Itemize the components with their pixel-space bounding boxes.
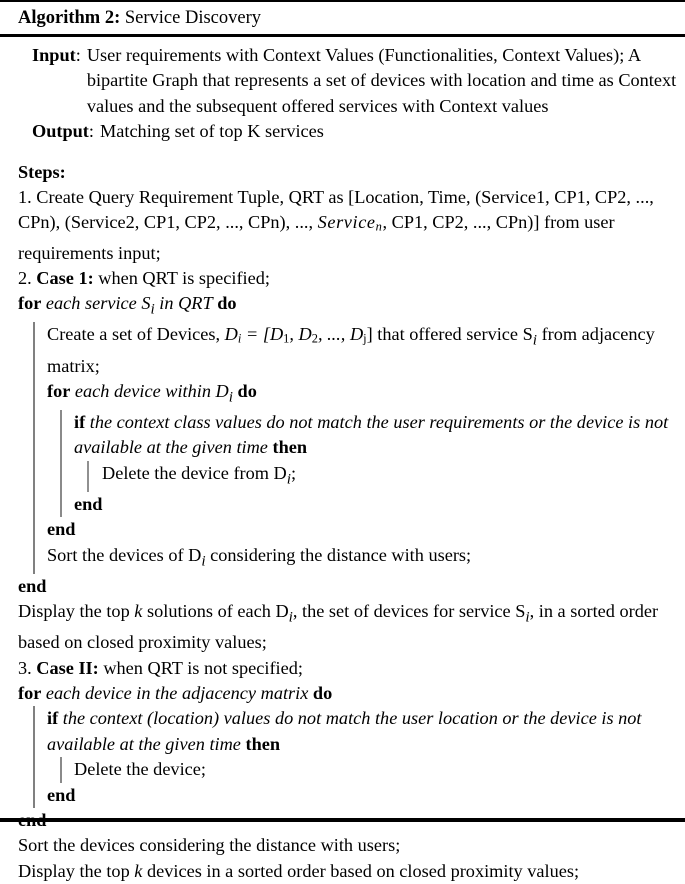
output-label: Output:	[32, 121, 94, 142]
for-loop-1-header	[18, 291, 677, 322]
algorithm-number-label: Algorithm 2:	[18, 8, 121, 28]
sort-devices-text-a: Sort the devices of D	[47, 544, 202, 565]
indent-guide-level-1-case2	[33, 706, 677, 808]
end-for-2: end	[47, 519, 76, 540]
devices-set-expression: = [$D_1$, $D_2$, ..., $D_j$	[245, 324, 367, 347]
end-for-1: end	[18, 575, 47, 596]
steps-heading: Steps:	[18, 161, 66, 182]
for-loop-3-condition: each device in the adjacency matrix	[45, 683, 309, 704]
display-2-text-a: Display the top	[18, 860, 130, 881]
delete-device-text: Delete the device from D	[102, 462, 287, 483]
step-1-math-service: Service$_n$	[317, 212, 383, 235]
display-2-k-variable: k	[134, 860, 143, 881]
do-keyword-3: do	[312, 683, 333, 704]
algorithm-title: Service Discovery	[124, 8, 262, 28]
devices-set-variable: $D_i$	[224, 324, 242, 347]
end-if-2: end	[47, 784, 76, 805]
display-k-variable: k	[134, 601, 143, 622]
display-text-d: , in a sorted order based on closed proximity values;	[18, 601, 659, 653]
create-devices-text-b: ] that offered service $S_i$	[366, 324, 537, 350]
delete-device-subscript: i	[286, 470, 291, 488]
if-condition-2	[47, 706, 677, 757]
display-2-text-b: devices in a sorted order based on closed proximity values;	[147, 860, 580, 881]
sort-devices-text-b: considering the distance with users;	[210, 544, 472, 565]
step-3-line	[18, 656, 677, 681]
step-2-line	[18, 266, 677, 291]
for-loop-2-header	[47, 379, 677, 410]
display-text-a: Display the top	[18, 601, 130, 622]
for-loop-2-condition: each device within $D_i$	[74, 380, 233, 406]
if-condition-2-text: the context (location) values do not match the user location or the device is not available at the given time	[47, 708, 642, 754]
algorithm-body	[0, 37, 685, 884]
sort-devices-line-1	[47, 543, 677, 574]
case-1-label: Case 1:	[36, 267, 94, 288]
step-1-line	[18, 185, 677, 266]
step-3-number: 3.	[18, 657, 32, 678]
display-di-subscript: i	[288, 608, 293, 626]
indent-guide-level-2-case2	[60, 757, 677, 782]
sort-devices-subscript: i	[201, 552, 206, 570]
indent-guide-level-3	[87, 461, 677, 492]
input-label: Input:	[32, 45, 81, 65]
indent-guide-level-1	[33, 322, 677, 573]
display-text-c: , the set of devices for service S	[292, 601, 526, 622]
create-devices-line	[47, 322, 677, 378]
step-1-text-a: Create Query Requirement Tuple, QRT as [Location, Time, (Service1, CP1, CP2, ..., CPn), (Service2, CP1, CP2, ..., CPn), ...,	[18, 187, 654, 233]
step-1-number: 1.	[18, 187, 32, 208]
bottom-rule	[0, 818, 685, 822]
output-block	[18, 119, 677, 144]
if-condition-1-text: the context class values do not match the user requirements or the device is not available at the given time	[74, 411, 669, 458]
indent-guide-level-2	[60, 410, 677, 517]
input-text: User requirements with Context Values (Functionalities, Context Values); A bipartite Graph that represents a set of devices with location and time as Context values and the subsequent offered services with Context values	[86, 45, 677, 116]
if-keyword: if	[74, 411, 86, 432]
display-text-b: solutions of each D	[147, 601, 289, 622]
delete-device-semicolon: ;	[291, 462, 297, 483]
output-row	[18, 119, 677, 144]
for-loop-1-condition: each service $S_i$ in QRT	[45, 293, 213, 319]
delete-device-from-di	[102, 461, 677, 492]
create-devices-text-a: Create a set of Devices,	[47, 324, 221, 345]
output-text: Matching set of top K services	[100, 121, 324, 142]
if-condition-1	[74, 410, 677, 461]
case-2-text: when QRT is not specified;	[103, 657, 303, 678]
display-si-subscript: i	[525, 608, 530, 626]
for-keyword: for	[18, 293, 42, 314]
step-1-comma: ,	[382, 212, 388, 233]
algorithm-caption	[0, 2, 685, 34]
if-keyword-2: if	[47, 708, 59, 729]
display-solutions-line	[18, 599, 677, 655]
end-if-1: end	[74, 493, 103, 514]
create-devices-text-c: from adjacency matrix;	[47, 324, 655, 376]
step-2-number: 2.	[18, 267, 32, 288]
delete-device-line: Delete the device;	[74, 759, 206, 780]
then-keyword: then	[272, 437, 308, 458]
input-row	[18, 43, 677, 119]
case-2-label: Case II:	[36, 657, 99, 678]
sort-devices-line-2: Sort the devices considering the distance with users;	[18, 835, 401, 856]
do-keyword-2: do	[237, 380, 257, 401]
for-keyword-2: for	[47, 380, 71, 401]
for-keyword-3: for	[18, 683, 42, 704]
step-1-text-b: CP1, CP2, ..., CPn)] from user requirements input;	[18, 212, 615, 263]
do-keyword: do	[217, 293, 237, 314]
case-1-text: when QRT is specified;	[98, 267, 270, 288]
for-loop-3-header	[18, 681, 677, 706]
display-devices-line	[18, 859, 677, 884]
input-block	[18, 43, 677, 119]
then-keyword-2: then	[245, 733, 281, 754]
